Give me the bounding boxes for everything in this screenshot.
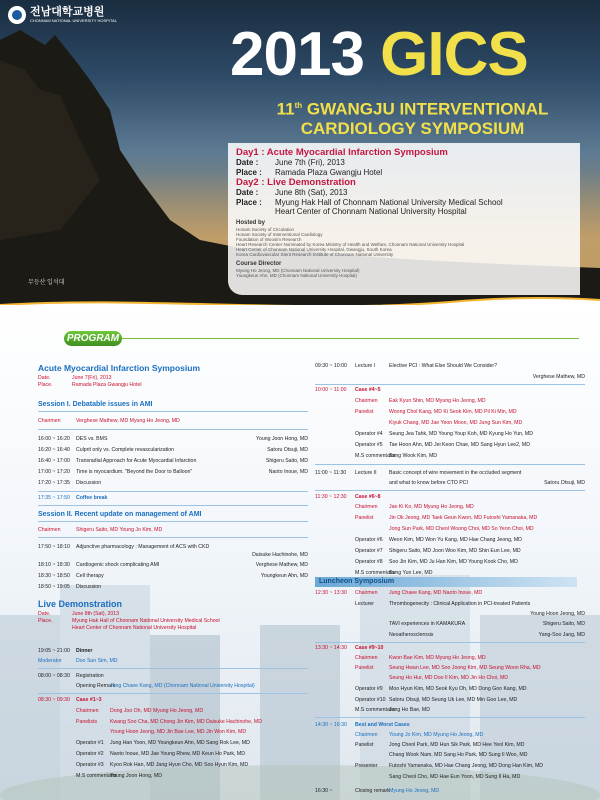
event-year: 2013 [230, 20, 364, 89]
schedule-row: 16:20 ~ 16:40 Culprit only vs. Complete revascularization Satoru Otsuji, MD [38, 447, 308, 453]
case-role-row: Chairmen Jae Ki Ko, MD Myung Ho Jeong, MD [355, 504, 474, 510]
schedule-row: 17:00 ~ 17:20 Time is myocardium. "Beyond the Door to Balloon" Naoto Inoue, MD [38, 469, 308, 475]
session2-title: Session II. Recent update on management of AMI [38, 511, 202, 518]
case-role-row: Chairmen Eak Kyun Shin, MD Myung Ho Jeong, MD [355, 398, 486, 404]
day1-date: June 7th (Fri), 2013 [275, 158, 345, 167]
case-role-row: Chairmen Dong Joo Oh, MD Myung Ho Jeong, MD [76, 708, 204, 714]
director-item: Myung Ho Jeong, MD (Chonnam National University Hospital) [236, 267, 360, 273]
host-item: Foundation of Woosim Research [236, 237, 302, 243]
moderator-row: Moderator Doo Sun Sim, MD [38, 658, 118, 664]
case-role-row: Panelists Kwang Soo Cha, MD Chong Jin Kim, MD Daisuke Hachinohe, MD [76, 719, 262, 725]
closing-remark-row: 16:30 ~ Closing remark Myung Ho Jeong, MD [315, 788, 440, 794]
day1-title: Day1 : Acute Myocardial Infarction Symposium [236, 147, 448, 158]
case-role-row: Operator #2 Naoto Inoue, MD Jae Young Rhew, MD Keun Ho Park, MD [76, 751, 245, 757]
event-info-box [228, 143, 580, 295]
case-block-title: 14:30 ~ 16:30 Best and Worst Cases [315, 722, 410, 728]
case-role-row: Kiyuk Chang, MD Jae Yeon Moon, MD Jung Sun Kim, MD [389, 420, 523, 426]
schedule-row: 17:20 ~ 17:35 Discussion [38, 480, 102, 486]
day2-date-label: Date : [236, 188, 259, 198]
program-section [0, 305, 600, 800]
program-heading: PROGRAM [64, 331, 122, 346]
case-role-row: Panelist Woong Chol Kang, MD Ki Seok Kim, MD Pil Ki Min, MD [355, 409, 517, 415]
host-item: Heart Center of Chonnam National University Hospital, Gwangju, South Korea [236, 247, 392, 253]
day2-place-2: Heart Center of Chonnam National University Hospital [275, 207, 467, 217]
case-role-row: Operator #9 Moo Hyun Kim, MD Seok Kyu Oh, MD Dong Goo Kang, MD [355, 686, 527, 692]
schedule-row: 17:50 ~ 18:10 Adjunctive pharmacology : Management of ACS with CKD [38, 544, 210, 550]
event-name: GICS [380, 20, 528, 89]
case-role-row: Jong Sun Park, MD Cheol Woong Choi, MD So Yeon Choi, MD [389, 526, 534, 532]
day1-place: Ramada Plaza Gwangju Hotel [275, 167, 383, 177]
day2-place: Myung Hak Hall of Chonnam National University Medical School [275, 197, 503, 207]
schedule-row: 18:50 ~ 19:05 Discussion [38, 584, 102, 590]
case-role-row: Operator #3 Kyoo Rok Han, MD Jang Hyun Cho, MD Soo Hyun Kim, MD [76, 762, 249, 768]
event-subtitle [225, 96, 600, 138]
case-role-row: Chang Wook Nam, MD Sang Ho Park, MD Sung Il Woo, MD [389, 752, 528, 758]
case-role-row: Panelist Jong Cheol Park, MD Hun Sik Park, MD Hee Yeol Kim, MD [355, 742, 525, 748]
case-block-title: 11:30 ~ 12:30 Case #6~8 [315, 494, 381, 500]
schedule-row: 18:10 ~ 18:30 Cardiogenic shock complicating AMI Verghese Mathew, MD [38, 562, 308, 568]
case-role-row: Operator #5 Tae Hoon Ahn, MD Jei Keon Chae, MD Sang Hyun Lee2, MD [355, 442, 531, 448]
case-role-row: Operator #4 Seung Jea Tahk, MD Young Youp Koh, MD Kyung Ho Yun, MD [355, 431, 533, 437]
case-role-row: Operator #1 Jung Han Yoon, MD Youngkeun Ahn, MD Sang Rok Lee, MD [76, 740, 250, 746]
subtitle-suffix: th [294, 101, 303, 110]
course-director-label: Course Director [236, 260, 282, 267]
case-role-row: Operator #6 Weon Kim, MD Won Yu Kang, MD Hae Chang Jeong, MD [355, 537, 522, 543]
case-role-row: Sang Cheol Cho, MD Hae Eun Yoon, MD Sung Il Ha, MD [389, 774, 521, 780]
luncheon-symposium-banner: Luncheon Symposium [315, 577, 577, 587]
photo-caption: 무등산 입석대 [28, 280, 65, 286]
live-demo-title: Live Demonstration [38, 599, 123, 609]
subtitle-ordinal: 11 [276, 99, 295, 119]
lecture2-row: 11:00 ~ 11:30 Lecture II Basic concept of wire movement in the occluded segment [315, 470, 522, 476]
coffee-break: 17:35 ~ 17:50 Coffee break [38, 495, 108, 501]
case-role-row: M.S commentator Jang Ho Bae, MD [355, 707, 430, 713]
case-role-row: M.S commentator Sang Wook Kim, MD [355, 453, 438, 459]
luncheon-lecture-row: TAVI experiences in KAMAKURA Shigeru Saito, MD [389, 621, 585, 627]
case-role-row: Presenter Futoshi Yamanaka, MD Hae Chang Jeong, MD Dong Han Kim, MD [355, 763, 544, 769]
subtitle-line2: CARDIOLOGY SYMPOSIUM [300, 118, 525, 138]
dinner-row: 19:05 ~ 21:00 Dinner [38, 648, 93, 654]
lecture1-speaker: Verghese Mathew, MD [532, 374, 585, 380]
lecture2-topic-2: and what to know before CTO PCI Satoru Otsuji, MD [389, 480, 585, 486]
case-role-row: Operator #8 Soo Jin Kim, MD Ju Han Kim, MD Young Kook Cho, MD [355, 559, 518, 565]
schedule-row: 16:40 ~ 17:00 Transradial Approach for Acute Myocardial Infarction Shigeru Saito, MD [38, 458, 308, 464]
subtitle-line1: GWANGJU INTERVENTIONAL [306, 99, 549, 119]
day2-date: June 8th (Sat), 2013 [275, 188, 348, 198]
case-role-row: Panelist Seung Hwan Lee, MD Soo Joong Kim, MD Seung Woon Rha, MD [355, 665, 541, 671]
live-demo-place: Place. Myung Hak Hall of Chonnam National University Medical School [38, 618, 220, 624]
logo-subtext: CHONNAM NATIONAL UNIVERSITY HOSPITAL [30, 18, 117, 23]
live-demo-date: Date. June 8th (Sat), 2013 [38, 611, 120, 617]
host-item: Honam Society of Interventional Cardiology [236, 232, 323, 238]
host-item: Korea Cardiovascular Stent Research Institute of Chonnam National University [236, 252, 394, 258]
host-item: Heart Research Center Nominated by Korea Ministry of Health and Welfare, Chonnam National University Hospital [236, 242, 465, 248]
session1-chairmen: Chairmen Verghese Mathew, MD Myung Ho Jeong, MD [38, 418, 180, 424]
hosted-label: Hosted by [236, 219, 266, 226]
director-item: Youngkeun Ahn, MD (Chonnam National University Hospital) [236, 272, 357, 278]
opening-remark-row: Opening Remark Jung Chaee Kang, MD (Chonnam National University Hospital) [76, 683, 255, 689]
session2-chairmen: Chairmen Shigeru Saito, MD Young Jo Kim, MD [38, 527, 163, 533]
case-role-row: M.S commentator Sung Yun Lee, MD [355, 570, 433, 576]
case-role-row: M.S commentator Young Joon Hong, MD [76, 773, 163, 779]
session1-title: Session I. Debatable issues in AMI [38, 401, 153, 408]
case-role-row: Operator #10 Satoru Otsuji, MD Seung Uk Lee, MD Min Goo Lee, MD [355, 697, 518, 703]
case-role-row: Seung Ho Hur, MD Doo Il Kim, MD Jin Ho Choi, MD [389, 675, 509, 681]
schedule-row: 18:30 ~ 18:50 Cell therapy Youngkeun Ahn, MD [38, 573, 308, 579]
day2-title: Day2 : Live Demonstration [236, 177, 356, 189]
case-role-row: Chairmen Kwon Bae Kim, MD Myung Ho Jeong, MD [355, 655, 486, 661]
hospital-logo [8, 6, 117, 24]
lecture1-row: 09:30 ~ 10:00 Lecture I Elective PCI : What Else Should We Consider? [315, 363, 498, 369]
luncheon-lecture-row: Neoatherosclerosis Yang-Soo Jang, MD [389, 632, 585, 638]
host-item: Honam Society of Circulation [236, 226, 295, 232]
symposium-place: Place. Ramada Plaza Gwangju Hotel [38, 382, 142, 388]
case-role-row: Panelist Jin Ok Jeong, MD Taek Geun Kwon, MD Futoshi Yamanaka, MD [355, 515, 538, 521]
day2-place-label: Place : [236, 197, 262, 207]
logo-emblem-icon [8, 6, 26, 24]
registration-row: 08:00 ~ 08:30 Registration [38, 673, 104, 679]
symposium-title: Acute Myocardial Infarction Symposium [38, 363, 201, 373]
case-role-row: Young Hoon Jeong, MD Jin Bae Lee, MD Jin Won Kim, MD [110, 729, 247, 735]
day1-date-label: Date : [236, 158, 259, 167]
schedule-row: Daisuke Hachinohe, MD [252, 552, 308, 558]
luncheon-lecture-row: Lecturer Thrombogenecity : Clinical Application in PCI-treated Patients [355, 601, 531, 607]
case-block-title: 10:00 ~ 11:00 Case #4~5 [315, 387, 381, 393]
logo-text: 전남대학교병원 [30, 6, 105, 18]
day1-place-label: Place : [236, 167, 262, 177]
live-demo-place-2: Heart Center of Chonnam National University Hospital [72, 625, 197, 631]
symposium-date: Date. June 7(Fri), 2013 [38, 375, 112, 381]
case-role-row: Chairmen Young Jo Kim, MD Myung Ho Jeong, MD [355, 732, 484, 738]
event-title [230, 20, 528, 89]
case-block-title: 13:30 ~ 14:30 Case #9~10 [315, 645, 384, 651]
schedule-row: 16:00 ~ 16:20 DES vs. BMS Young Joon Hong, MD [38, 436, 308, 442]
luncheon-lecture-row: Young Hoon Jeong, MD [530, 611, 585, 617]
luncheon-chairmen: 12:30 ~ 13:30 Chairmen Jung Chaee Kang, MD Naoto Inoue, MD [315, 590, 483, 596]
case-role-row: Operator #7 Shigeru Saito, MD Joon Woo Kim, MD Shin Eun Lee, MD [355, 548, 521, 554]
case-block-title: 08:30 ~ 09:30 Case #1~3 [38, 697, 102, 703]
header-banner [0, 0, 600, 305]
